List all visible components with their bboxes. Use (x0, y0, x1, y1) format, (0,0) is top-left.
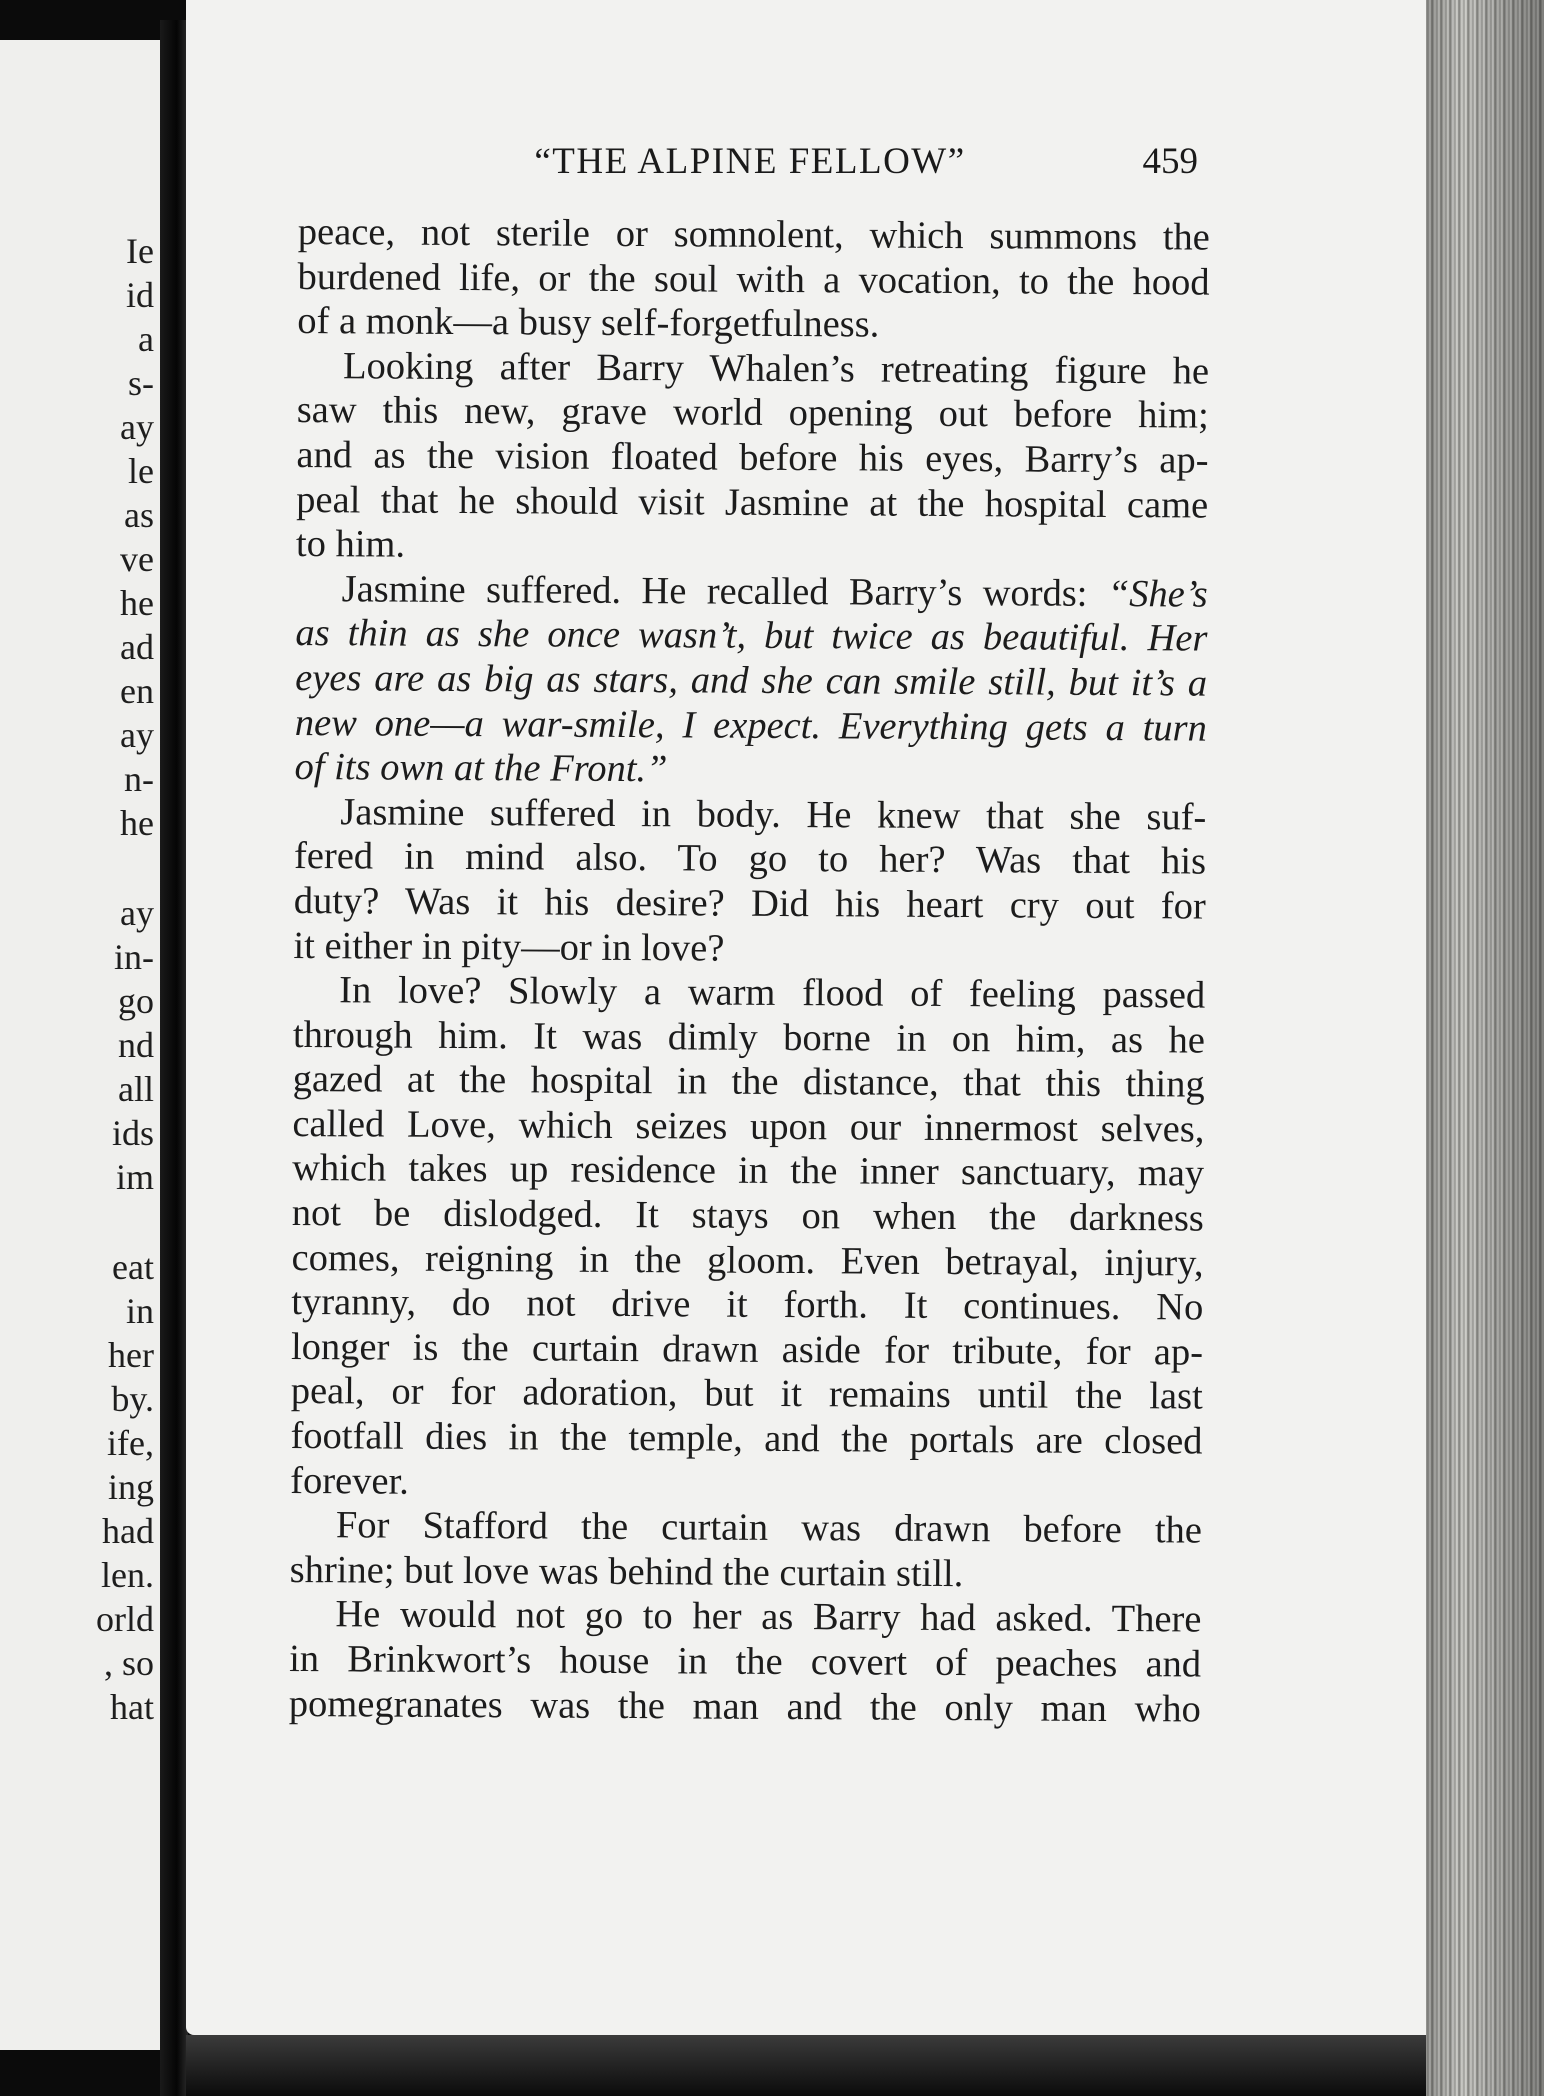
left-facing-page (0, 40, 160, 2050)
left-page-fragment: ay (120, 715, 154, 755)
text-line: shrine; but love was behind the curtain still. (289, 1548, 964, 1595)
left-page-fragment: by. (111, 1379, 154, 1419)
left-page-fragment: id (125, 275, 154, 315)
left-page-fragment: len. (101, 1555, 154, 1595)
text-line: pomegranates was the man and the only man who (288, 1682, 1201, 1731)
body-text (289, 210, 1210, 1732)
text-line: longer is the curtain drawn aside for tribute, for ap- (290, 1325, 1204, 1374)
italic-quote-text: “She’s (1107, 572, 1208, 616)
left-page-fragment: her (108, 1335, 154, 1375)
left-page-fragment: he (120, 803, 154, 843)
text-line: peace, not sterile or somnolent, which summons the (297, 210, 1210, 259)
left-page-fragment: ve (120, 539, 154, 579)
italic-line: new one—a war-smile, I expect. Everything gets a turn (294, 701, 1207, 750)
left-page-fragment: ay (120, 407, 154, 447)
text-line: For Stafford the curtain was drawn before the (335, 1504, 1203, 1552)
left-page-fragment: s- (128, 363, 154, 403)
book-gutter (160, 20, 188, 2096)
text-line-mixed (296, 567, 1208, 617)
text-line: gazed at the hospital in the distance, that this thing (292, 1058, 1205, 1106)
text-line: fered in mind also. To go to her? Was that his (293, 835, 1207, 883)
text-line: forever. (290, 1459, 410, 1503)
text-line: it either in pity—or in love? (293, 924, 725, 970)
left-page-fragment: ad (120, 627, 154, 667)
text-line: duty? Was it his desire? Did his heart cry out for (293, 879, 1206, 928)
text-line: Jasmine suffered in body. He knew that she suf- (340, 790, 1207, 839)
text-line: peal that he should visit Jasmine at the hospital came (296, 478, 1209, 527)
text-line: of a monk—a busy self-forgetfulness. (297, 300, 880, 346)
text-line: Looking after Barry Whalen’s retreating figure he (342, 345, 1210, 393)
text-line: which takes up residence in the inner sanctuary, may (292, 1147, 1205, 1196)
text-line: comes, reigning in the gloom. Even betrayal, injury, (291, 1236, 1204, 1285)
text-line: footfall dies in the temple, and the portals are closed (290, 1415, 1203, 1463)
left-page-fragment: ids (111, 1113, 154, 1153)
text-line: He would not go to her as Barry had asked. There (335, 1593, 1202, 1641)
italic-line: of its own at the Front.” (294, 746, 668, 791)
text-line: tyranny, do not drive it forth. It continues. No (291, 1281, 1204, 1329)
text-line: in Brinkwort’s house in the covert of peaches and (289, 1637, 1202, 1686)
left-page-fragment: as (124, 495, 154, 535)
italic-line: as thin as she once wasn’t, but twice as beautiful. Her (295, 612, 1208, 660)
page-number: 459 (1142, 141, 1198, 182)
running-head: “THE ALPINE FELLOW” (534, 141, 966, 182)
text-line: and as the vision floated before his eyes, Barry’s ap- (296, 433, 1209, 482)
italic-line: eyes are as big as stars, and she can smile still, but it’s a (295, 656, 1208, 705)
left-page-fragment: orld (96, 1599, 154, 1639)
roman-text: Jasmine suffered. He recalled Barry’s words: (341, 568, 1108, 615)
left-page-fragment: nd (118, 1025, 154, 1065)
left-page-fragment: all (118, 1069, 154, 1109)
text-line: not be dislodged. It stays on when the darkness (291, 1192, 1204, 1240)
left-page-fragment: ife, (107, 1423, 154, 1463)
left-page-fragment: im (115, 1157, 154, 1197)
left-page-fragment: he (120, 583, 154, 623)
left-page-fragment: hat (110, 1687, 154, 1727)
left-page-fragment: in (125, 1291, 154, 1331)
page-bottom-shadow (186, 2035, 1426, 2096)
left-page-fragment: ay (120, 893, 154, 933)
left-page-fragment: , so (103, 1643, 154, 1683)
left-page-fragment: go (118, 981, 154, 1021)
left-page-fragment: ing (107, 1467, 154, 1507)
text-line: In love? Slowly a warm flood of feeling passed (339, 969, 1206, 1017)
text-line: to him. (295, 523, 406, 566)
left-page-fragment: eat (112, 1247, 154, 1287)
text-line: called Love, which seizes upon our innermost selves, (292, 1102, 1205, 1151)
left-page-fragment: Ie (126, 231, 154, 271)
text-line: peal, or for adoration, but it remains until the last (290, 1370, 1203, 1418)
left-page-fragment: had (102, 1511, 154, 1551)
left-page-fragment: le (128, 451, 154, 491)
left-page-fragment: in- (114, 937, 154, 977)
left-page-fragment: en (120, 671, 154, 711)
left-page-fragment: n- (124, 759, 154, 799)
text-line: saw this new, grave world opening out before him; (296, 389, 1209, 437)
text-line: through him. It was dimly borne in on him, as he (292, 1013, 1206, 1062)
page-edge-shading (1426, 0, 1544, 2096)
left-page-fragment: a (138, 319, 154, 359)
text-line: burdened life, or the soul with a vocation, to the hood (297, 255, 1210, 304)
